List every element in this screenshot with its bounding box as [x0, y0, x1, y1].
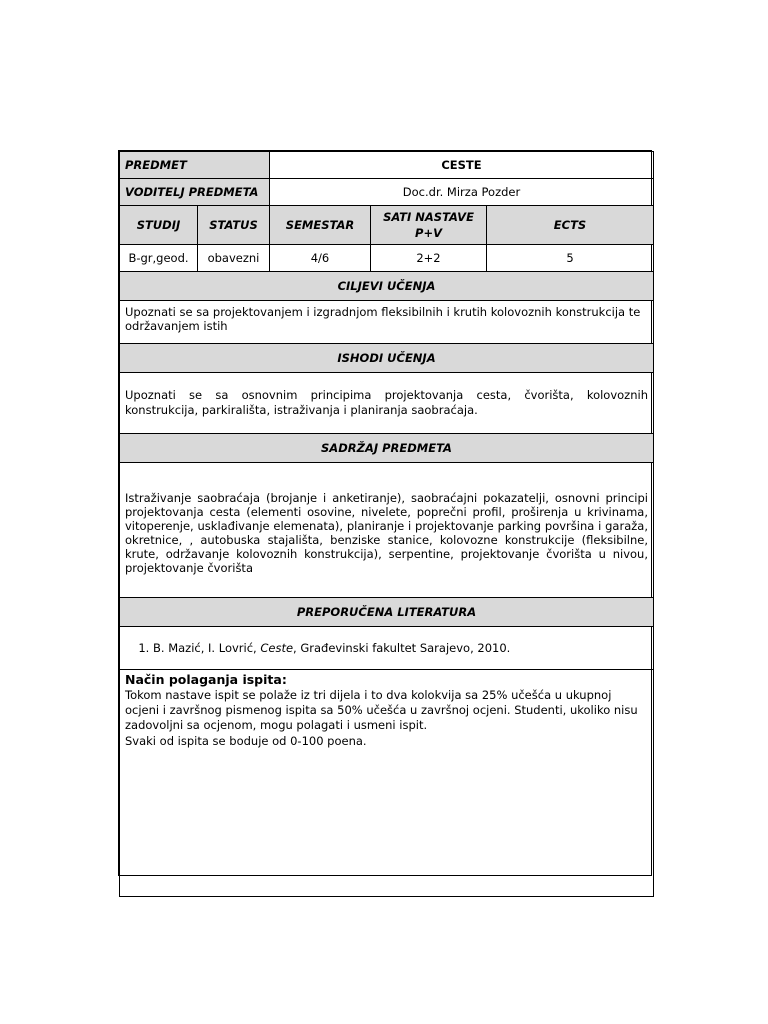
- lecturer-name: Doc.dr. Mirza Pozder: [270, 179, 654, 206]
- value-semestar: 4/6: [270, 245, 371, 272]
- nacin-cell: [120, 670, 654, 897]
- literatura-title: PREPORUČENA LITERATURA: [120, 598, 654, 627]
- header-ects: ECTS: [487, 206, 654, 245]
- course-name: CESTE: [270, 152, 654, 179]
- literatura-publisher: , Građevinski fakultet Sarajevo, 2010.: [293, 641, 511, 655]
- sadrzaj-header-row: [120, 434, 654, 463]
- value-ects: 5: [487, 245, 654, 272]
- sadrzaj-title: SADRŽAJ PREDMETA: [120, 434, 654, 463]
- header-status: STATUS: [198, 206, 270, 245]
- course-label: PREDMET: [120, 152, 270, 179]
- nacin-paragraph-1: Tokom nastave ispit se polaže iz tri dijela i to dva kolokvija sa 25% učešća u ukupnoj ocjeni i završnog pismenog ispita sa 50% učešća u završnoj ocjeni. Studenti, ukoliko nisu zadovoljni sa ocjenom, mogu polagati i usmeni ispit.: [125, 688, 638, 732]
- nacin-paragraph-2: Svaki od ispita se boduje od 0-100 poena.: [125, 734, 367, 748]
- header-sati-nastave: [371, 206, 487, 245]
- lecturer-label: VODITELJ PREDMETA: [120, 179, 270, 206]
- syllabus-table: [119, 151, 654, 897]
- lecturer-row: [120, 179, 654, 206]
- ishodi-header-row: [120, 344, 654, 373]
- values-row: [120, 245, 654, 272]
- ciljevi-content-row: [120, 301, 654, 344]
- literatura-list: [125, 641, 648, 655]
- value-status: obavezni: [198, 245, 270, 272]
- nacin-title: Način polaganja ispita:: [125, 672, 287, 687]
- ishodi-text: Upoznati se sa osnovnim principima projektovanja cesta, čvorišta, kolovoznih konstrukcija, parkirališta, istraživanja i planiranja saobraćaja.: [120, 373, 654, 434]
- ishodi-title: ISHODI UČENJA: [120, 344, 654, 373]
- header-studij: STUDIJ: [120, 206, 198, 245]
- literatura-content-row: [120, 627, 654, 670]
- header-semestar: SEMESTAR: [270, 206, 371, 245]
- ciljevi-header-row: [120, 272, 654, 301]
- column-header-row: [120, 206, 654, 245]
- value-sati: 2+2: [371, 245, 487, 272]
- ciljevi-title: CILJEVI UČENJA: [120, 272, 654, 301]
- literatura-cell: [120, 627, 654, 670]
- header-sati-line1: SATI NASTAVE: [383, 210, 474, 224]
- sadrzaj-content-row: [120, 463, 654, 598]
- literatura-header-row: [120, 598, 654, 627]
- nacin-row: [120, 670, 654, 897]
- literatura-book-title: Ceste: [260, 641, 294, 655]
- ciljevi-text: Upoznati se sa projektovanjem i izgradnjom fleksibilnih i krutih kolovoznih konstrukcija te održavanjem istih: [120, 301, 654, 344]
- course-syllabus-form: [118, 150, 652, 876]
- header-sati-line2: P+V: [415, 226, 442, 240]
- literatura-item: [153, 641, 648, 655]
- course-row: [120, 152, 654, 179]
- literatura-authors: B. Mazić, I. Lovrić,: [153, 641, 261, 655]
- value-studij: B-gr,geod.: [120, 245, 198, 272]
- sadrzaj-text: Istraživanje saobraćaja (brojanje i anketiranje), saobraćajni pokazatelji, osnovni principi projektovanja cesta (elementi osovine, nivelete, poprečni profil, proširenja u krivinama, vitoperenje, usklađivanje elemenata), planiranje i projektovanje parking površina i garaža, okretnice, , autobuska stajališta, benziske stanice, kolovozne konstrukcije (fleksibilne, krute, održavanje kolovoznih konstrukcija), serpentine, projektovanje čvorišta u nivou, projektovanje čvorišta: [120, 463, 654, 598]
- ishodi-content-row: [120, 373, 654, 434]
